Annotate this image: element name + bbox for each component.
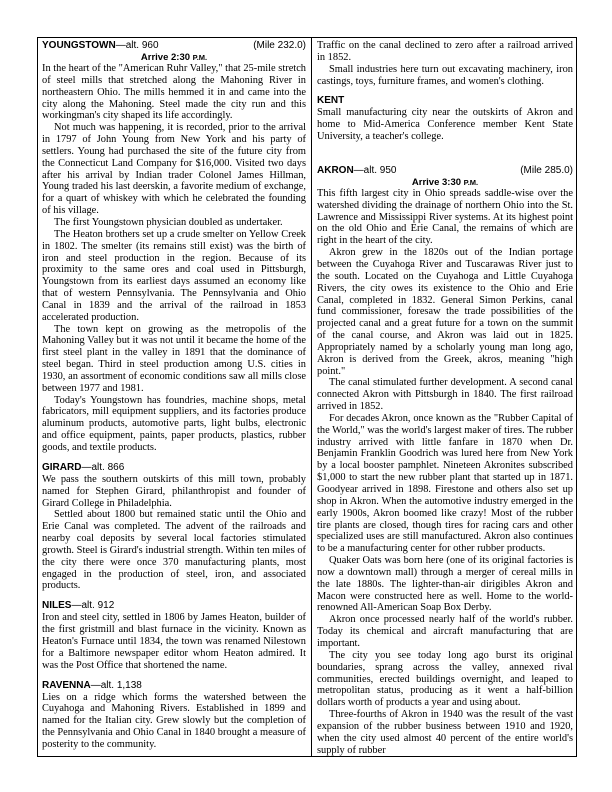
section-kent <box>317 95 573 143</box>
ravenna-continued-paragraph: Small industries here turn out excavating machinery, iron castings, toys, furniture frames, and women's clothing. <box>317 63 573 87</box>
girard-heading <box>42 462 306 474</box>
section-youngstown <box>42 40 306 454</box>
akron-name: AKRON <box>317 164 354 176</box>
akron-paragraph: The canal stimulated further development. A second canal connected Akron with Pittsburgh in 1840. The first railroad arrived in 1852. <box>317 377 573 413</box>
ravenna-paragraph: Lies on a ridge which forms the watershed between the Cuyahoga and Mahoning Rivers. Established in 1899 and named for the Italian city. Grew slowly but the completion of the Pennsylvania and Ohio Canal in 1840 brought a measure of posterity to the community. <box>42 691 306 750</box>
girard-paragraph: We pass the southern outskirts of this mill town, probably named for Stephen Girard, philanthropist and founder of Girard College in Philadelphia. <box>42 473 306 509</box>
ravenna-name: RAVENNA <box>42 679 91 691</box>
girard-paragraph: Settled about 1800 but remained static until the Ohio and Erie Canal was completed. The advent of the railroads and nearby coal deposits by several local factories stimulated growth. Steel is Girard's industrial strength. Within ten miles of the city there were once 370 manufacturing plants, most engaged in the production of steel, iron, and associated products. <box>42 509 306 592</box>
akron-paragraph: The city you see today long ago burst its original boundaries, sprang across the valley, annexed rival communities, erected buildings overnight, and leaped to metropolitan status, producing as it went a half-billion dollars worth of products a year and using about. <box>317 649 573 709</box>
akron-paragraph: This fifth largest city in Ohio spreads saddle-wise over the watershed dividing the drainage of northern Ohio into the St. Lawrence and Mississippi River systems. At its highest point on the old Ohio and Erie Canal, the remains of which are right in the heart of the city. <box>317 187 573 247</box>
section-ravenna-continued <box>317 40 573 87</box>
niles-name: NILES <box>42 600 72 612</box>
youngstown-paragraph: Today's Youngstown has foundries, machine shops, metal fabricators, mill equipment suppliers, and its factories produce aluminum products, automotive parts, light bulbs, electronic and office equipment, paints, paper products, plastics, rubber goods, and textile products. <box>42 394 306 453</box>
section-girard <box>42 462 306 592</box>
akron-paragraph: For decades Akron, once known as the "Rubber Capital of the World," was the world's largest maker of tires. The rubber industry arrived with little fanfare in 1870 when Dr. Benjamin Franklin Goodrich was lured here from New York by a local booster pamphlet. Nineteen Akronites subscribed $1,000 to start the new rubber plant that started up in 1871. Goodyear arrived in 1898. Firestone and others also set up shop in Akron. When the automotive industry emerged in the early 1900s, Akron boomed like crazy! Most of the rubber tire plants are closed, though tires for racing cars and other specialized uses are still manufactured. Akron also continues to be a manufacturing center for other rubber products. <box>317 412 573 555</box>
akron-paragraph: Three-fourths of Akron in 1940 was the result of the vast expansion of the rubber business between 1910 and 1920, when the city used almost 40 percent of the entire world's supply of rubber <box>317 709 573 756</box>
youngstown-paragraph: In the heart of the "American Ruhr Valley," that 25-mile stretch of steel mills that stretched along the Mahoning River in northeastern Ohio. The mills hemmed it in and came into the city along the Mahoning. Steel made the city run and this workingman's city shaped its life accordingly. <box>42 63 306 122</box>
youngstown-paragraph: Not much was happening, it is recorded, prior to the arrival in 1797 of John Young from New York and his party of settlers. Young had purchased the site of the future city from the Connecticut Land Company for $16,000. Visited two days after his arrival by Indian trader Colonel James Hillman, Young traded his last deerskin, a favorite medium of exchange, for a quart of whiskey with which he celebrated the founding of his village. <box>42 122 306 217</box>
right-column <box>317 40 573 756</box>
niles-heading <box>42 600 306 612</box>
section-akron <box>317 165 573 757</box>
section-ravenna <box>42 680 306 751</box>
niles-altitude: —alt. 912 <box>71 600 115 612</box>
akron-paragraph: Quaker Oats was born here (one of its original factories is now a downtown mall) through a merger of cereal mills in the late 1880s. The lighter-than-air dirigibles Akron and Macon were constructed here as well. Home to the world-renowned All-American Soap Box Derby. <box>317 555 573 614</box>
ravenna-heading <box>42 680 306 692</box>
kent-name: KENT <box>317 95 345 107</box>
niles-paragraph: Iron and steel city, settled in 1806 by James Heaton, builder of the first gristmill and blast furnace in the vicinity. Known as Heaton's Furnace until 1834, the town was renamed Nilestown for a Baltimore newspaper editor whom Heaton admired. It was the Post Office that shortened the name. <box>42 612 306 671</box>
youngstown-paragraph: The first Youngstown physician doubled as undertaker. <box>54 216 283 228</box>
youngstown-name: YOUNGSTOWN <box>42 40 116 51</box>
kent-heading <box>317 95 573 107</box>
akron-paragraph: Akron once processed nearly half of the world's rubber. Today its chemical and aircraft manufacturing that are important. <box>317 614 573 649</box>
youngstown-paragraph: The Heaton brothers set up a crude smelter on Yellow Creek in 1802. The smelter (its remains still exist) was the birth of iron and steel production in the region. Because of its proximity to the same ores and coal used in Pittsburgh, Youngstown from its earliest days assumed an economy like that of western Pennsylvania. The Pennsylvania and Ohio Canal in 1839 and the arrival of the railroad in 1853 accelerated production. <box>42 228 306 323</box>
girard-name: GIRARD <box>42 461 82 473</box>
youngstown-arrival: Arrive 2:30 P.M. <box>140 52 208 63</box>
akron-mile: (Mile 285.0) <box>520 164 573 176</box>
left-column <box>42 40 306 751</box>
column-divider <box>311 38 312 756</box>
page-frame <box>37 37 577 757</box>
akron-arrival: Arrive 3:30 P.M. <box>411 176 479 188</box>
ravenna-altitude: —alt. 1,138 <box>90 679 142 691</box>
akron-paragraph: Akron grew in the 1820s out of the Indian portage between the Cuyahoga River and Tuscarawas River just to the south. Located on the Cuyahoga and Little Cuyahoga Rivers, the city owes its existence to the Ohio and Erie Canal, completed in 1832. General Simon Perkins, canal fund commissioner, foresaw the trade possibilities of the projected canal and a great future for a town on the summit of the canal course, and Akron was laid out in 1825. Appropriately named by a scholarly young man long ago, Akron is derived from the Greek, akros, meaning "high point." <box>317 247 573 377</box>
akron-altitude: —alt. 950 <box>353 164 397 176</box>
section-niles <box>42 600 306 671</box>
youngstown-paragraph: The town kept on growing as the metropolis of the Mahoning Valley but it was not until it became the home of the first steel plant in the valley in 1891 that the dominance of steel began. Third in steel production among U.S. cities in 1930, an assortment of economic conditions saw all mills close between 1977 and 1981. <box>42 323 306 394</box>
youngstown-altitude: —alt. 960 <box>115 40 159 51</box>
akron-heading <box>317 165 573 177</box>
girard-altitude: —alt. 866 <box>81 461 125 473</box>
youngstown-heading <box>42 40 306 52</box>
ravenna-continued-paragraph: Traffic on the canal declined to zero after a railroad arrived in 1852. <box>317 40 573 63</box>
kent-paragraph: Small manufacturing city near the outskirts of Akron and home to Mid-America Conference member Kent State University, a teacher's college. <box>317 107 573 143</box>
youngstown-mile: (Mile 232.0) <box>253 40 306 51</box>
